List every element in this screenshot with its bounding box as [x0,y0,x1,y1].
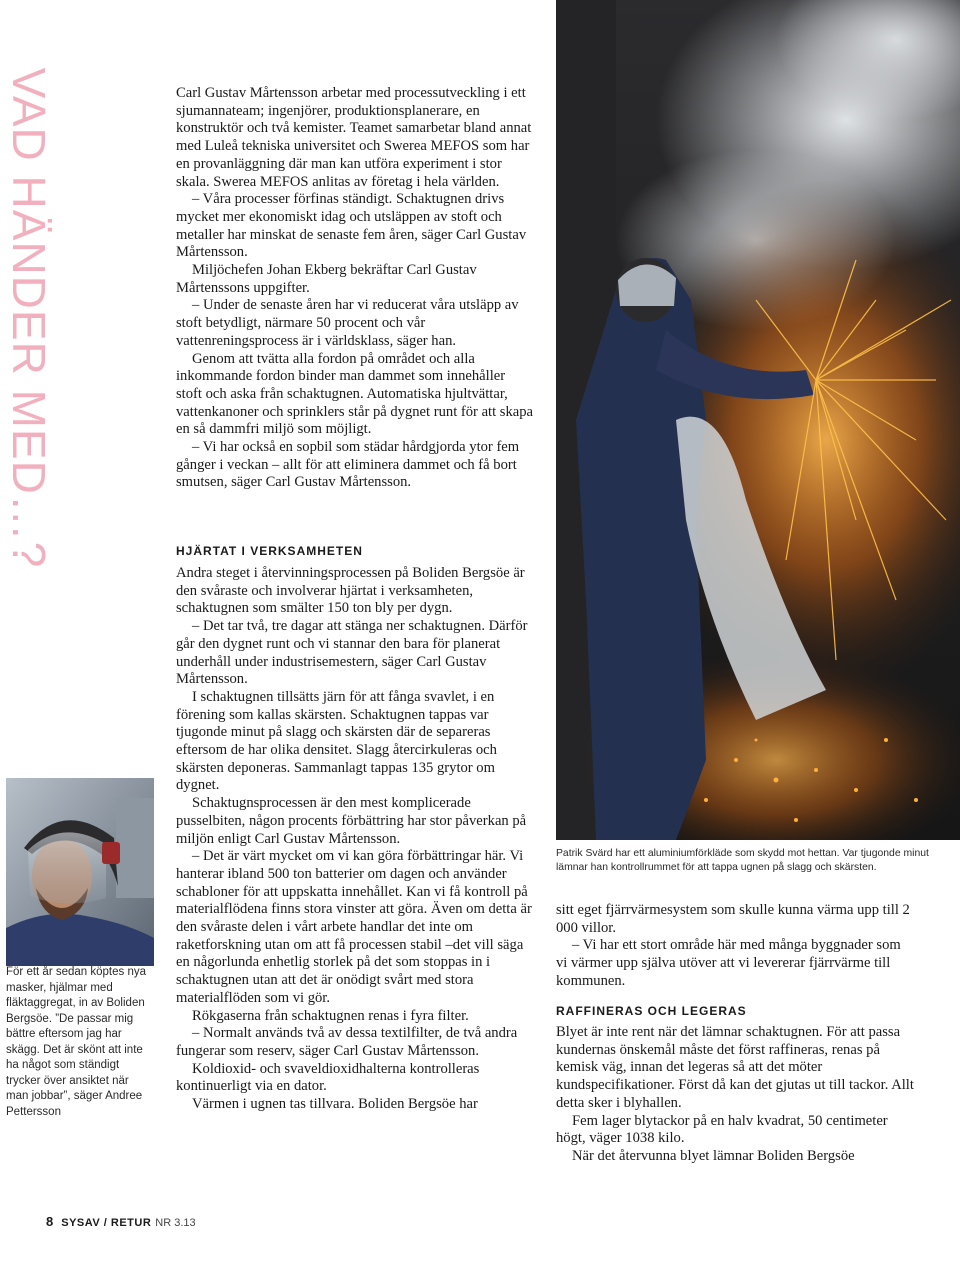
paragraph: Rökgaserna från schaktugnen renas i fyra filter. [192,1007,469,1024]
article-column-main-top [176,85,534,492]
furnace-worker-image [556,0,960,840]
paragraph: – Det tar två, tre dagar att stänga ner schaktugnen. Därför går den dygnet runt och vi stannar den bara för planerat underhåll under industrisemestern, säger Carl Gustav Mårtensson. [176,618,528,688]
subheading-hjartat [176,543,534,561]
portrait-photo-image [6,778,154,966]
page-footer [46,1214,196,1229]
furnace-worker-photo [556,0,960,840]
article-column-right-bottom [556,1024,914,1166]
article-column-right-top [556,902,914,991]
paragraph: Koldioxid- och svaveldioxidhalterna kontrolleras kontinuerligt via en dator. [176,1060,480,1095]
section-title-text: VAD HÄNDER MED…? [3,67,55,569]
paragraph: Schaktugnsprocessen är den mest komplicerade pusselbiten, någon procents förbättring har stor påverkan på miljön enligt Carl Gustav Mårtensson. [176,795,527,847]
paragraph: Miljöchefen Johan Ekberg bekräftar Carl Gustav Mårtenssons uppgifter. [176,262,477,296]
paragraph: Genom att tvätta alla fordon på området och alla inkommande fordon binder man dammet som innehåller stoft och aska från schaktugnen. Automatiska hjultvättar, vattenkanoner och sprinklers står på dygnet runt för att skapa en så dammfri miljö som möjligt. [176,350,534,438]
paragraph: Carl Gustav Mårtensson arbetar med processutveckling i ett sjumannateam; ingenjörer, produktionsplanerare, en konstruktör och två kemister. Teamet samarbetar bland annat med Luleå tekniska universitet och Swerea MEFOS som har en provanläggning där man kan utföra experiment i stor skala. Swerea MEFOS anlitas av företag i hela världen. [176,85,532,190]
article-column-main-bottom [176,565,534,1114]
subheading-text: HJÄRTAT I VERKSAMHETEN [176,544,363,558]
section-title [3,67,55,569]
portrait-photo [6,778,154,966]
portrait-caption: För ett år sedan köptes nya masker, hjälmar med fläktaggregat, in av Boliden Bergsöe. ”De passar mig bättre eftersom jag har skägg. Det är skönt att inte ha något som ständigt trycker över ansiktet när man jobbar”, säger Andree Pettersson [6,966,146,1118]
paragraph: I schaktugnen tillsätts järn för att fånga svavlet, i en förening som kallas skärsten. Schaktugnen tappas var tjugonde minut på slagg och skärsten där de separeras eftersom de har olika densitet. Slagg återcirkuleras och skärsten deponeras. Sammanlagt tappas 135 grytor om dygnet. [176,688,497,794]
paragraph: – Våra processer förfinas ständigt. Schaktugnen drivs mycket mer ekonomiskt idag och utsläppen av stoft och metaller har minskat de senaste fem åren, säger Carl Gustav Mårtensson. [176,191,527,261]
paragraph: – Vi har också en sopbil som städar hårdgjorda ytor fem gånger i veckan – allt för att eliminera dammet och få bort smutsen, säger Carl Gustav Mårtensson. [176,439,520,491]
paragraph: sitt eget fjärrvärmesystem som skulle kunna värma upp till 2 000 villor. [556,902,910,936]
paragraph: Fem lager blytackor på en halv kvadrat, 50 centimeter högt, väger 1038 kilo. [556,1112,888,1147]
paragraph: – Det är värt mycket om vi kan göra förbättringar här. Vi hanterar ibland 500 ton batterier om dagen och använder schabloner för att uppskatta innehållet. Kan vi få kontroll på materialflödena finns stora vinster att göra. Även om detta är den svåraste delen i vårt arbete handlar det inte om raketforskning utan om att få processen stabil –det vill säga en någorlunda enhetlig storlek på det som stoppas in i schaktugnen utan att det är onödigt svårt med stora materialflöden som vi gör. [176,848,532,1006]
paragraph: – Normalt används två av dessa textilfilter, de två andra fungerar som reserv, säger Carl Gustav Mårtensson. [176,1025,518,1059]
page-number: 8 [46,1214,54,1229]
photo-caption: Patrik Svärd har ett aluminiumförkläde som skydd mot hettan. Var tjugonde minut lämnar han kontrollrummet för att tappa ugnen på slagg och skärsten. [556,848,929,873]
paragraph: – Vi har ett stort område här med många byggnader som vi värmer upp själva utöver att vi levererar fjärrvärme till kommunen. [556,937,901,989]
paragraph: Värmen i ugnen tas tillvara. Boliden Bergsöe har [192,1096,478,1113]
subheading-text: RAFFINERAS OCH LEGERAS [556,1004,747,1018]
issue-number: NR 3.13 [155,1217,196,1229]
magazine-name: SYSAV / RETUR [61,1217,152,1229]
paragraph: – Under de senaste åren har vi reducerat våra utsläpp av stoft betydligt, närmare 50 procent och vår vattenreningsprocess är i världsklass, säger han. [176,297,519,349]
paragraph: När det återvunna blyet lämnar Boliden Bergsöe [572,1147,855,1164]
subheading-raffineras [556,1003,914,1021]
paragraph: Andra steget i återvinningsprocessen på Boliden Bergsöe är den svåraste och involverar hjärtat i verksamheten, schaktugnen som smälter 150 ton bly per dygn. [176,565,525,617]
paragraph: Blyet är inte rent när det lämnar schaktugnen. För att passa kundernas önskemål måste det först raffineras, renas på kemisk väg, innan det legeras så att det möter kundspecifikationer. Först då kan det gjutas ut till tackor. Allt detta sker i blyhallen. [556,1024,914,1111]
